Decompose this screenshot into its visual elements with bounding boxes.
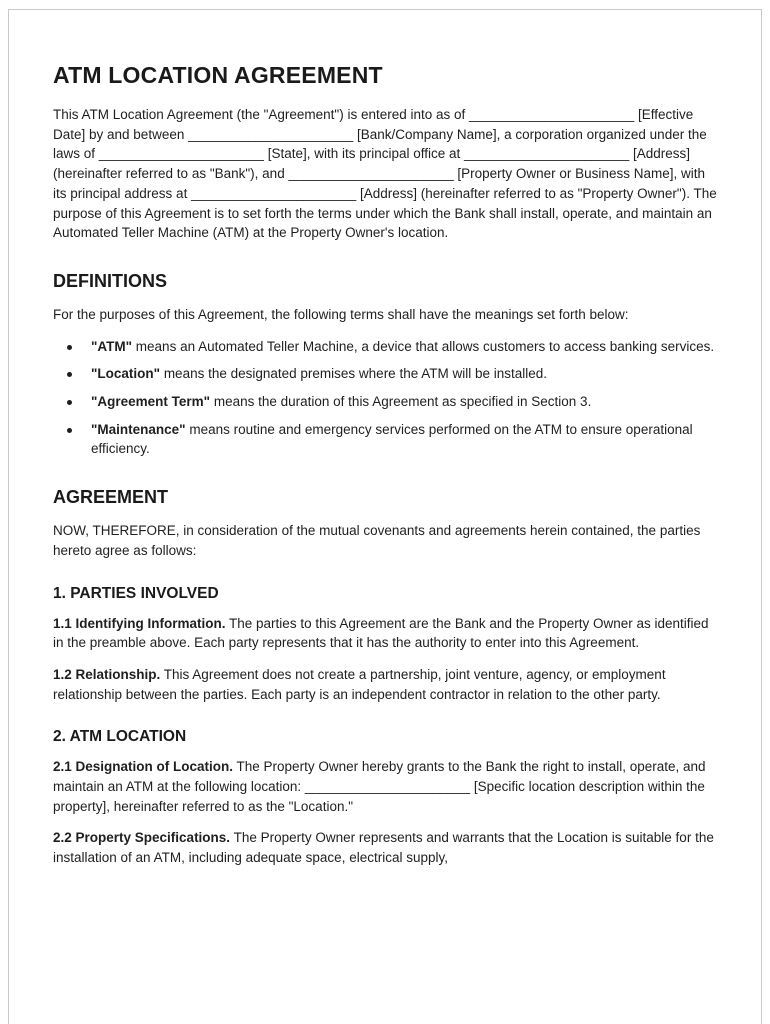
bullet-marker (67, 372, 72, 377)
clause-paragraph-2-1 (53, 757, 717, 816)
clause-label: 2.1 Designation of Location. (53, 759, 234, 775)
bullet-marker (67, 345, 72, 350)
section-1-heading: 1. PARTIES INVOLVED (53, 584, 219, 602)
definition-term: "Maintenance" (91, 421, 186, 437)
definition-text: means an Automated Teller Machine, a device that allows customers to access banking services. (132, 338, 715, 354)
clause-paragraph-2-2 (53, 828, 717, 867)
definitions-list (53, 337, 717, 460)
intro-paragraph: This ATM Location Agreement (the "Agreement") is entered into as of ______________________ [Effective Date] by and between ______________________ [Bank/Company Name], a corporation organized under the laws of ______________________ [State], with its principal office at ______________________ [Address] (hereinafter referred to as "Bank"), and ______________________ [Property Owner or Business Name], with its principal address at ______________________ [Address] (hereinafter referred to as "Property Owner"). The purpose of this Agreement is to set forth the terms under which the Bank shall install, operate, and maintain an Automated Teller Machine (ATM) at the Property Owner's location. (53, 107, 717, 241)
clause-label: 2.2 Property Specifications. (53, 830, 231, 846)
agreement-heading: AGREEMENT (53, 487, 169, 508)
clause-text: The parties to this Agreement are the Bank and the Property Owner as identified in the preamble above. Each party represents that it has the authority to enter into this Agreement. (53, 615, 709, 651)
section-2-heading: 2. ATM LOCATION (53, 728, 187, 746)
clause-paragraph-1-1 (53, 614, 717, 653)
definition-text: means the designated premises where the ATM will be installed. (160, 366, 548, 382)
document-page (8, 9, 762, 1024)
definition-term: "ATM" (91, 338, 133, 354)
list-item (53, 420, 717, 459)
clause-paragraph-1-2 (53, 665, 717, 704)
definition-text: means the duration of this Agreement as specified in Section 3. (210, 394, 592, 410)
list-item (53, 337, 717, 357)
definition-term: "Agreement Term" (91, 394, 211, 410)
bullet-marker (67, 428, 72, 433)
bullet-marker (67, 400, 72, 405)
clause-text: The Property Owner represents and warrants that the Location is suitable for the installation of an ATM, including adequate space, electrical supply, (53, 830, 714, 866)
list-item (53, 364, 717, 384)
clause-text: This Agreement does not create a partnership, joint venture, agency, or employment relationship between the parties. Each party is an independent contractor in relation to the other party. (53, 666, 666, 702)
definition-term: "Location" (91, 366, 161, 382)
definitions-heading: DEFINITIONS (53, 270, 168, 291)
document-title: ATM LOCATION AGREEMENT (53, 62, 383, 88)
list-item (53, 392, 717, 412)
clause-text: The Property Owner hereby grants to the Bank the right to install, operate, and maintain an ATM at the following location: ______________________ [Specific location description within the property], hereinafter referred to as the "Location." (53, 759, 706, 814)
definition-text: means routine and emergency services performed on the ATM to ensure operational efficiency. (91, 421, 693, 457)
definitions-lead: For the purposes of this Agreement, the following terms shall have the meanings set forth below: (53, 306, 629, 322)
clause-label: 1.2 Relationship. (53, 666, 161, 682)
page-content (9, 10, 761, 868)
agreement-paragraph: NOW, THEREFORE, in consideration of the mutual covenants and agreements herein contained, the parties hereto agree as follows: (53, 523, 701, 558)
clause-label: 1.1 Identifying Information. (53, 615, 226, 631)
